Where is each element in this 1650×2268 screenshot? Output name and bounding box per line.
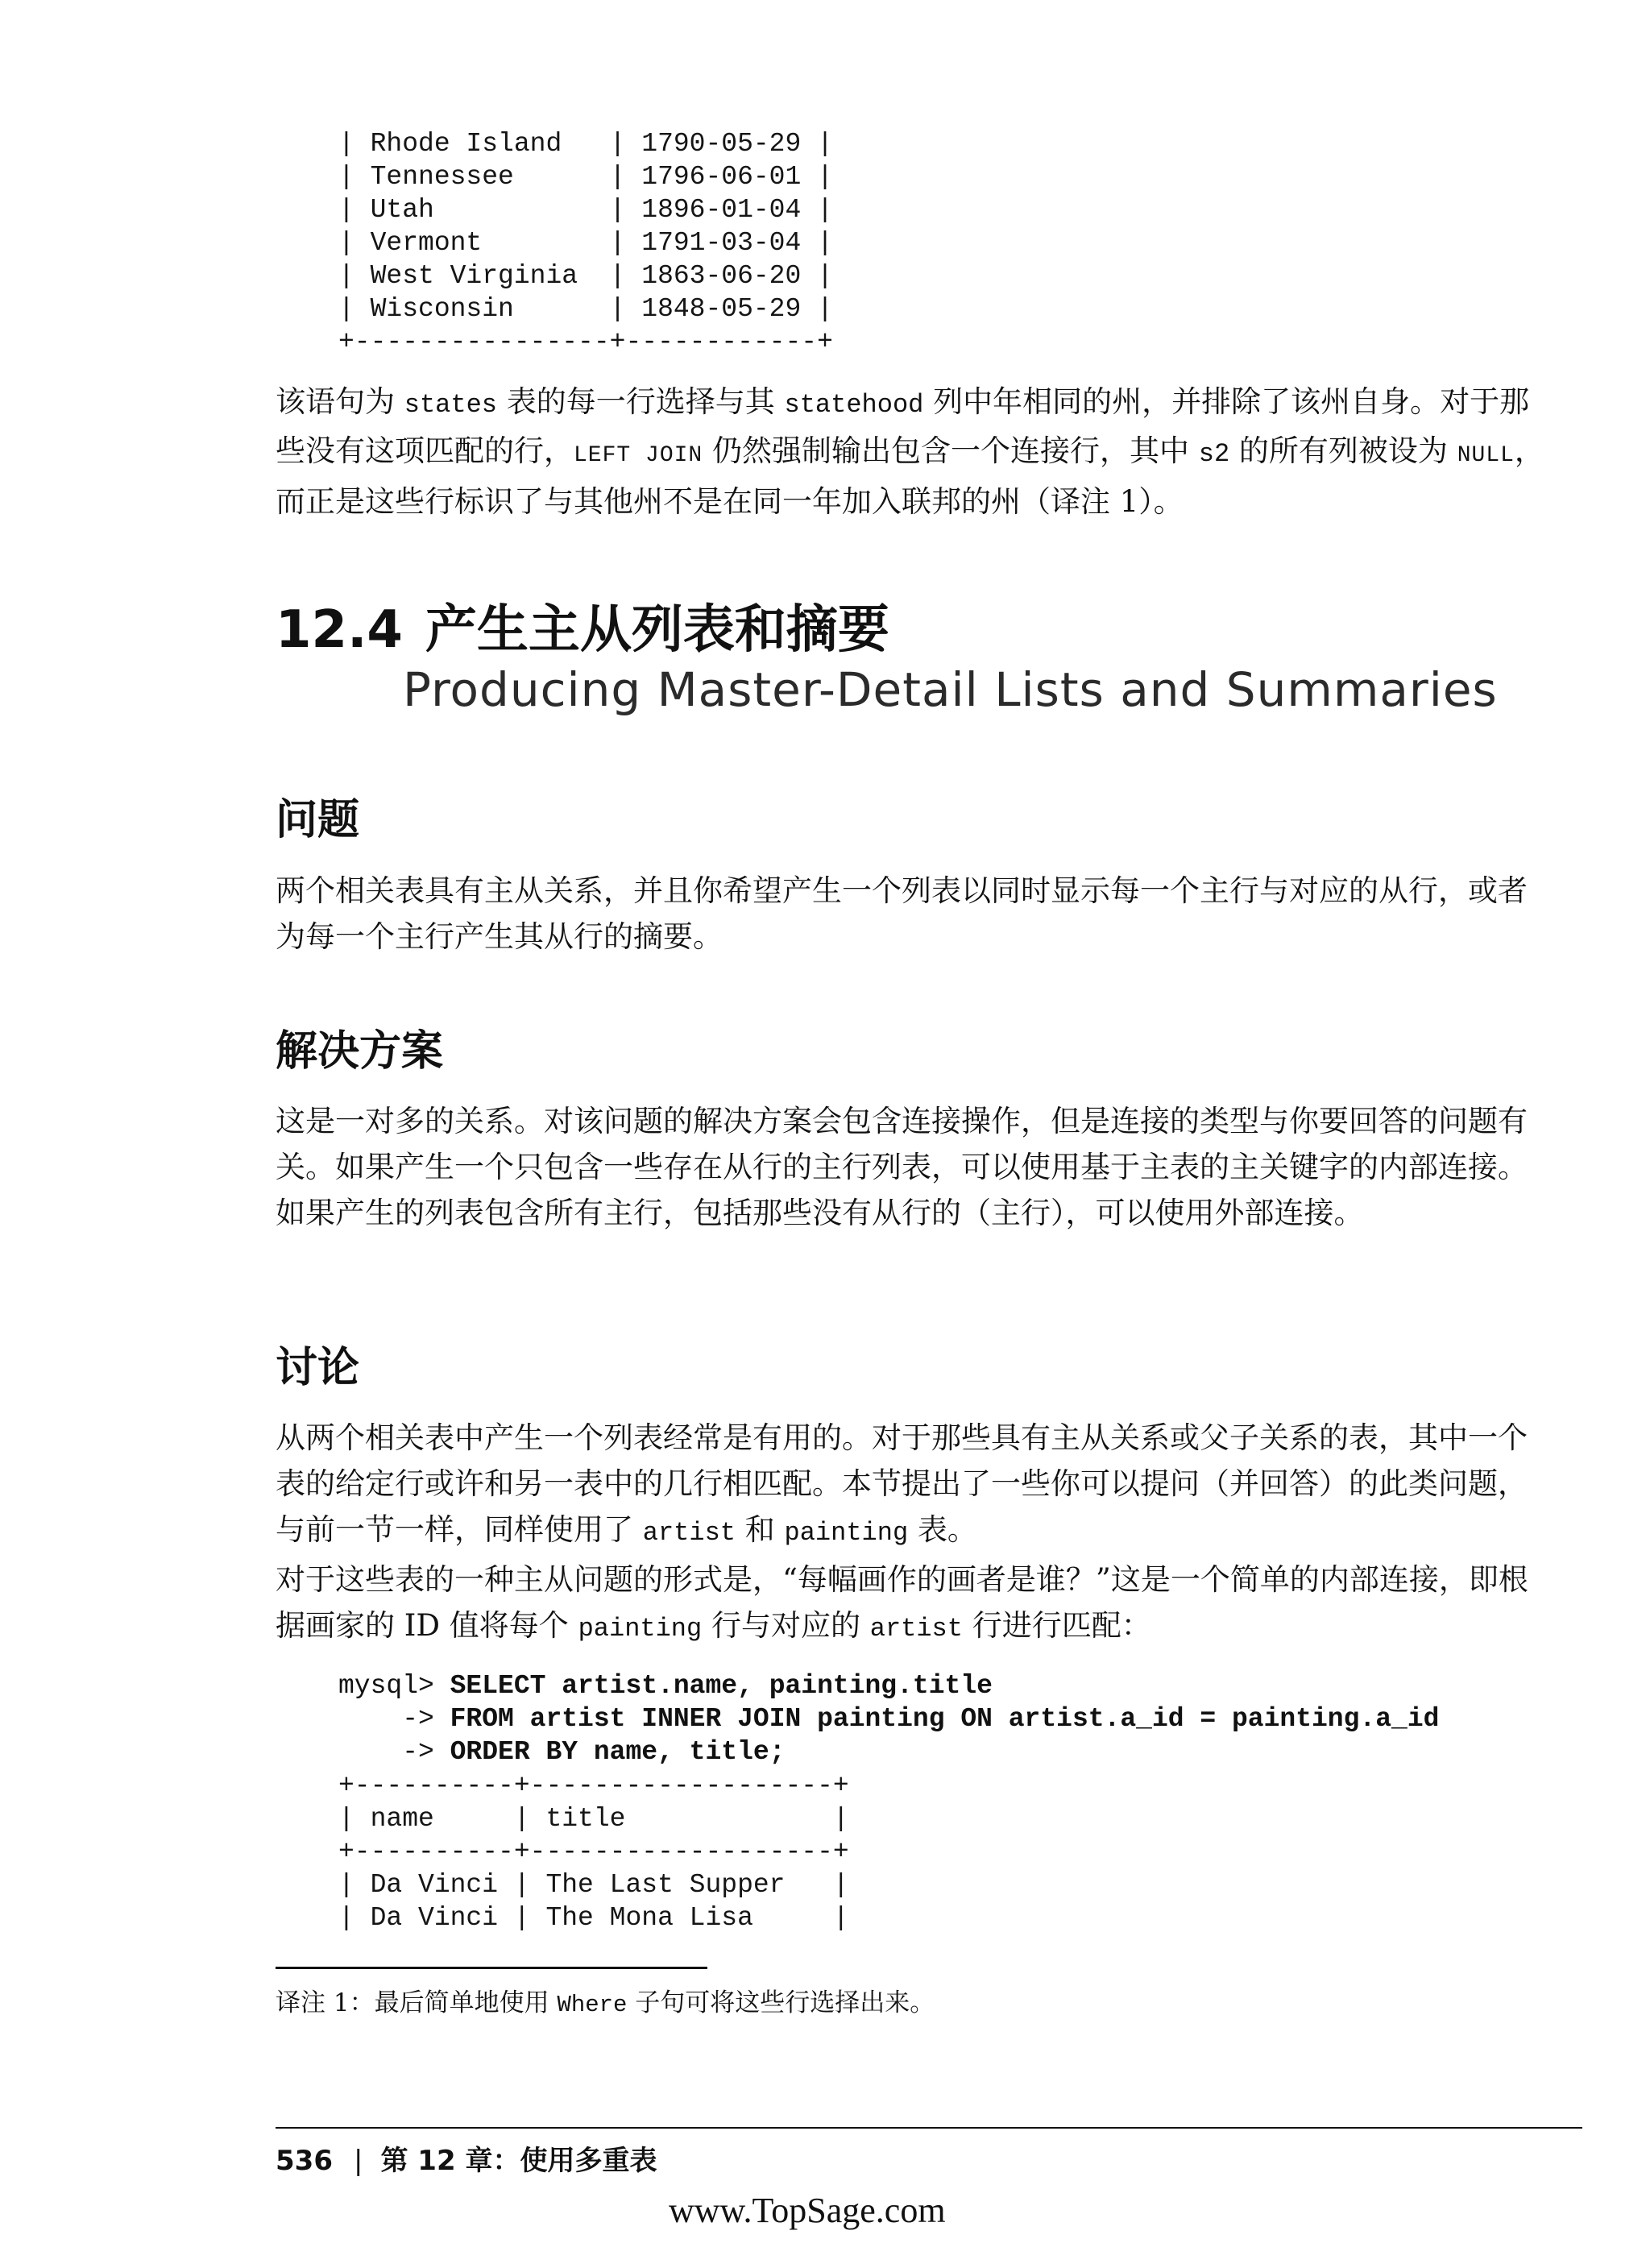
table-border: +----------+-------------------+: [338, 1771, 849, 1801]
table-header-row: | name | title |: [338, 1804, 849, 1834]
solution-heading: 解决方案: [276, 1027, 444, 1076]
solution-text: 这是一对多的关系。对该问题的解决方案会包含连接操作，但是连接的类型与你要回答的问题有关。如果产生一个只包含一些存在从行的主行列表，可以使用基于主表的主关键字的内部连接。如果产生的列表包含所有主行，包括那些没有从行的（主行），可以使用外部连接。: [276, 1104, 1528, 1230]
section-title-text: 产生主从列表和摘要: [425, 600, 889, 660]
table-row: | Da Vinci | The Last Supper |: [338, 1870, 849, 1900]
section-subtitle: Producing Master-Detail Lists and Summaries: [403, 662, 1498, 717]
inline-code: LEFT JOIN: [574, 443, 703, 468]
footnote-divider: [276, 1967, 707, 1969]
inline-code: s2: [1198, 439, 1230, 469]
inline-code: artist: [869, 1614, 963, 1644]
table-row: | Utah | 1896-01-04 |: [338, 195, 833, 225]
table-border: +----------------+------------+: [338, 327, 833, 357]
sql-continuation: ->: [338, 1704, 450, 1734]
table-row: | Rhode Island | 1790-05-29 |: [338, 129, 833, 159]
problem-text: 两个相关表具有主从关系，并且你希望产生一个列表以同时显示每一个主行与对应的从行，或者为每一个主行产生其从行的摘要。: [276, 873, 1528, 954]
states-result-table: [338, 127, 833, 359]
page-number: 536: [276, 2145, 333, 2177]
sql-line: SELECT artist.name, painting.title: [450, 1671, 993, 1701]
inline-code: Where: [557, 1992, 628, 2018]
footer-separator: |: [353, 2145, 363, 2177]
footer-divider: [276, 2127, 1582, 2129]
discussion-paragraph-1: 从两个相关表中产生一个列表经常是有用的。对于那些具有主从关系或父子关系的表，其中一个表的给定行或许和另一表中的几行相匹配。本节提出了一些你可以提问（并回答）的此类问题，与前一节一样，同样使用了 artist 和 painting 表。: [276, 1420, 1528, 1548]
sql-line: FROM artist INNER JOIN painting ON artist.a_id = painting.a_id: [450, 1704, 1440, 1734]
table-row: | Da Vinci | The Mona Lisa |: [338, 1903, 849, 1933]
sql-code-block: [338, 1669, 1439, 1768]
inline-code: statehood: [784, 390, 924, 420]
section-number: 12.4: [276, 600, 403, 660]
inline-code: artist: [642, 1518, 736, 1548]
chapter-title: 第 12 章：使用多重表: [380, 2145, 657, 2177]
sql-line: ORDER BY name, title;: [450, 1737, 786, 1767]
inline-code: states: [404, 390, 497, 420]
table-row: | Wisconsin | 1848-05-29 |: [338, 294, 833, 324]
sql-prompt: mysql>: [338, 1671, 450, 1701]
discussion-heading: 讨论: [276, 1344, 360, 1392]
inline-code: NULL: [1457, 443, 1515, 468]
table-border: +----------+-------------------+: [338, 1837, 849, 1867]
table-row: | Vermont | 1791-03-04 |: [338, 228, 833, 258]
discussion-paragraph-2: 对于这些表的一种主从问题的形式是，“每幅画作的画者是谁？”这是一个简单的内部连接，即根据画家的 ID 值将每个 painting 行与对应的 artist 行进行匹配：: [276, 1562, 1528, 1644]
inline-code: painting: [784, 1518, 909, 1548]
section-title: [276, 588, 889, 662]
table-row: | West Virginia | 1863-06-20 |: [338, 261, 833, 291]
intro-paragraph: 该语句为 states 表的每一行选择与其 statehood 列中年相同的州，并排除了该州自身。对于那些没有这项匹配的行，LEFT JOIN 仍然强制输出包含一个连接行，其中 s2 的所有列被设为 NULL，而正是这些行标识了与其他州不是在同一年加入联邦的州（译注 1）。: [276, 384, 1544, 519]
query-result-table: [338, 1769, 849, 1934]
footnote: 译注 1：最后简单地使用 Where 子句可将这些行选择出来。: [276, 1988, 935, 2018]
sql-continuation: ->: [338, 1737, 450, 1767]
table-row: | Tennessee | 1796-06-01 |: [338, 162, 833, 192]
inline-code: painting: [578, 1614, 703, 1644]
problem-heading: 问题: [276, 796, 360, 844]
watermark: www.TopSage.com: [669, 2191, 946, 2230]
page-footer: [276, 2138, 657, 2178]
